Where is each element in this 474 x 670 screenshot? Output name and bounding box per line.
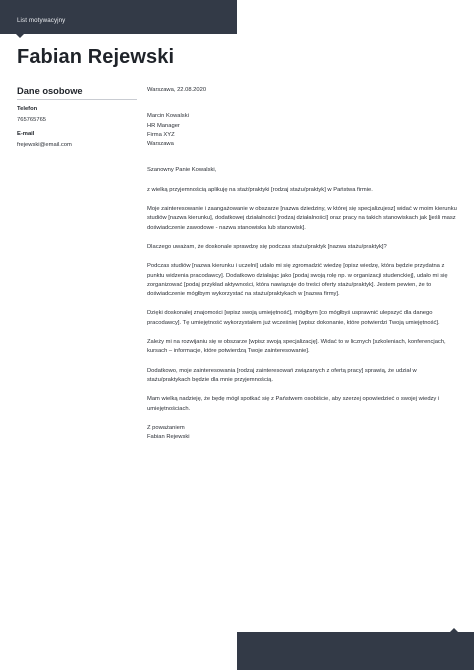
closing-phrase: Z poważaniem xyxy=(147,424,185,431)
header-band xyxy=(0,0,237,34)
paragraph-skills: Dzięki doskonałej znajomości [wpisz swoją umiejętność], mógłbym [co mógłbyś usprawnić ulepszyć dla danego pracodawcy]. Tę umiejętność wykorzystałem już wcześniej [wpisz dokonanie, które potwierdzi Twoją umiejętność]. xyxy=(147,310,440,326)
paragraph-development: Zależy mi na rozwijaniu się w obszarze [wpisz swoją specjalizację]. Widać to w licznych [szkoleniach, konferencjach, kursach – informacje, które potwierdzą Twoje zainteresowanie]. xyxy=(147,339,446,355)
phone-value: 765765765 xyxy=(17,117,47,123)
phone-label: Telefon xyxy=(17,106,38,112)
salutation: Szanowny Panie Kowalski, xyxy=(147,167,217,174)
applicant-name: Fabian Rejewski xyxy=(17,46,175,68)
paragraph-studies: Podczas studiów [nazwa kierunku i uczelni] udało mi się zgromadzić wiedzę [opisz wiedzę, która będzie przydatna z punktu widzenia pracodawcy]. Dodatkowo działając jako [podaj swoją rolę np. w organizacji studenckiej], udało mi się zorganizować [podaj przykład aktywności, która nawiązuje do treści oferty stażu/praktyk]. Jestem pewien, że to doświadczenie mógłbym wykorzystać na stażu/praktykach w [nazwa firmy]. xyxy=(147,263,448,298)
paragraph-question: Dlaczego uważam, że doskonale sprawdzę się podczas stażu/praktyk [nazwa stażu/praktyk]? xyxy=(147,243,387,250)
paragraph-intro: z wielką przyjemnością aplikuję na staż/praktyki [rodzaj stażu/praktyk] w Państwa firmie. xyxy=(147,186,373,193)
header-band-notch xyxy=(16,34,24,38)
place-date: Warszawa, 22.08.2020 xyxy=(147,87,207,93)
signature: Fabian Rejewski xyxy=(147,434,190,441)
paragraph-hobbies: Dodatkowo, moje zainteresowania [rodzaj zainteresowań związanych z ofertą pracy] sprawią, że udział w stażu/praktykach będzie dla mnie przyjemnością. xyxy=(147,367,417,383)
paragraph-closing-hope: Mam wielką nadzieję, że będę mógł spotkać się z Państwem osobiście, aby szerzej opowiedzieć o swojej wiedzy i umiejętnościach. xyxy=(147,396,440,412)
letter-body xyxy=(147,86,461,442)
email-label: E-mail xyxy=(17,131,35,137)
recipient-block: Marcin Kowalski HR Manager Firma XYZ Warszawa xyxy=(147,113,189,148)
paragraph-interests: Moje zainteresowanie i zaangażowanie w obszarze [nazwa dziedziny, w której się specjalizujesz] widać w moim kierunku studiów [nazwa kierunku], dodatkowej działalności [rodzaj działalności] oraz pracy na takich stanowiskach jak [jeśli masz doświadczenie zawodowe - nazwa stanowiska lub stanowisk]. xyxy=(147,206,457,231)
personal-data-heading: Dane osobowe xyxy=(17,86,83,96)
document-type-label: List motywacyjny xyxy=(17,17,66,24)
section-divider xyxy=(17,99,137,100)
footer-band xyxy=(237,632,474,670)
email-value: frejewski@email.com xyxy=(17,142,72,148)
